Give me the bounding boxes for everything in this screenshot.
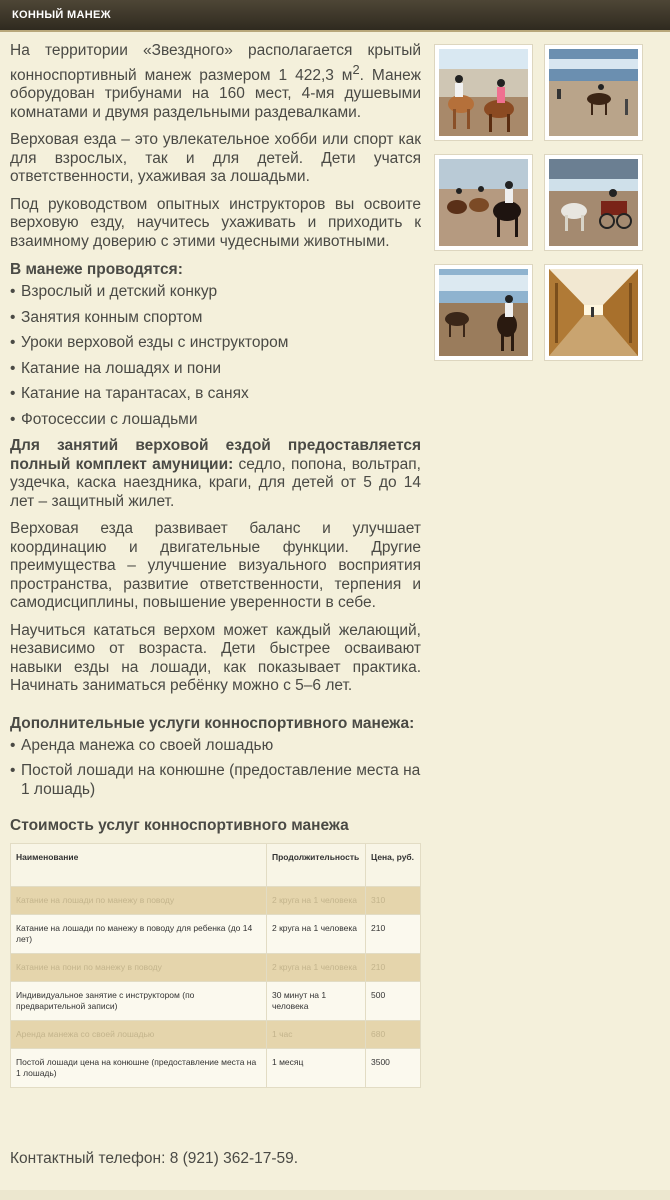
- equipment-bold: Для занятий верховой ездой предоставляется полный комплект амуниции:: [10, 437, 421, 473]
- photo-children-riding: [439, 269, 528, 356]
- gallery-thumb[interactable]: [544, 264, 643, 361]
- cell-duration: 30 минут на 1 человека: [267, 982, 366, 1021]
- footer-strip: [0, 1190, 670, 1200]
- benefits-paragraph: Верховая езда развивает баланс и улучшает координацию и двигательные функции. Другие преимущества – улучшение визуального восприятия пространства, развитие ответственности, терпения и самодисциплины, повышение уверенности в себе.: [10, 520, 421, 612]
- photo-stable-corridor: [549, 269, 638, 356]
- page-title: КОННЫЙ МАНЕЖ: [12, 9, 111, 21]
- cell-duration: 2 круга на 1 человека: [267, 887, 366, 915]
- cell-name: Аренда манежа со своей лошадью: [11, 1021, 267, 1049]
- table-row: [11, 1021, 421, 1049]
- intro-text-a: На территории «Звездного» располагается крытый конноспортивный манеж размером 1 422,3 м: [10, 42, 421, 84]
- prices-title: Стоимость услуг конноспортивного манежа: [10, 817, 349, 835]
- list-item: • Занятия конным спортом: [10, 309, 421, 328]
- list-item: • Аренда манежа со своей лошадью: [10, 737, 421, 756]
- list-item: • Уроки верховой езды с инструктором: [10, 334, 421, 353]
- gallery-thumb[interactable]: [544, 154, 643, 251]
- cell-price: 500: [366, 982, 421, 1021]
- photo-riders-arena: [439, 49, 528, 136]
- equipment-paragraph: [10, 437, 421, 511]
- list-item: • Взрослый и детский конкур: [10, 283, 421, 302]
- list-item: • Катание на тарантасах, в санях: [10, 385, 421, 404]
- intro-paragraph-2: Верховая езда – это увлекательное хобби или спорт как для взрослых, так и для детей. Дети учатся ответственности, ухаживая за лошадьми.: [10, 131, 421, 186]
- equipment-text: седло, попона, вольтрап, уздечка, каска наездника, краги, для детей от 5 до 14 лет – защитный жилет.: [10, 455, 421, 510]
- cell-name: Постой лошади цена на конюшне (предоставление места на 1 лошадь): [11, 1049, 267, 1088]
- column-header: Продолжительность: [267, 844, 366, 887]
- cell-name: Катание на пони по манежу в поводу: [11, 954, 267, 982]
- list-item: • Постой лошади на конюшне (предоставление места на 1 лошадь): [10, 762, 421, 799]
- gallery-thumb[interactable]: [434, 154, 533, 251]
- table-row: [11, 954, 421, 982]
- page-header: [0, 0, 670, 32]
- contact-phone: Контактный телефон: 8 (921) 362-17-59.: [10, 1150, 299, 1167]
- list-item: • Фотосессии с лошадьми: [10, 411, 421, 430]
- cell-duration: 2 круга на 1 человека: [267, 915, 366, 954]
- table-header-row: [11, 844, 421, 887]
- gallery-thumb[interactable]: [434, 44, 533, 141]
- activities-list: [10, 283, 421, 429]
- main-content: [10, 42, 421, 1088]
- intro-paragraph-1: [10, 42, 421, 122]
- cell-price: 210: [366, 954, 421, 982]
- extra-heading: Дополнительные услуги конноспортивного манежа:: [10, 714, 415, 732]
- intro-superscript: 2: [352, 61, 360, 77]
- cell-price: 310: [366, 887, 421, 915]
- photo-rider-jumping: [549, 49, 638, 136]
- gallery-thumb[interactable]: [544, 44, 643, 141]
- cell-price: 680: [366, 1021, 421, 1049]
- prices-table: [10, 843, 421, 1088]
- table-row: [11, 982, 421, 1021]
- table-row: [11, 1049, 421, 1088]
- cell-price: 210: [366, 915, 421, 954]
- column-header: Цена, руб.: [366, 844, 421, 887]
- cell-name: Индивидуальное занятие с инструктором (по предварительной записи): [11, 982, 267, 1021]
- intro-text-b: . Манеж оборудован трибунами на 160 мест, 4-мя душевыми комнатами и двумя раздельными раздевалками.: [10, 66, 421, 121]
- photo-carriage-ride: [549, 159, 638, 246]
- table-row: [11, 915, 421, 954]
- list-item: • Катание на лошадях и пони: [10, 360, 421, 379]
- cell-duration: 1 час: [267, 1021, 366, 1049]
- extra-list: [10, 737, 421, 800]
- photo-group-lesson: [439, 159, 528, 246]
- intro-paragraph-3: Под руководством опытных инструкторов вы освоите верховую езду, научитесь ухаживать и приходить к взаимному доверию с этими чудесными животными.: [10, 195, 421, 250]
- column-header: Наименование: [11, 844, 267, 887]
- cell-price: 3500: [366, 1049, 421, 1088]
- learning-paragraph: Научиться кататься верхом может каждый желающий, независимо от возраста. Дети быстрее осваивают навыки езды на лошади, как показывает практика. Начинать заниматься ребёнку можно с 5–6 лет.: [10, 621, 421, 695]
- activities-heading: В манеже проводятся:: [10, 261, 183, 279]
- cell-duration: 2 круга на 1 человека: [267, 954, 366, 982]
- cell-name: Катание на лошади по манежу в поводу для ребенка (до 14 лет): [11, 915, 267, 954]
- gallery-thumb[interactable]: [434, 264, 533, 361]
- cell-name: Катание на лошади по манежу в поводу: [11, 887, 267, 915]
- cell-duration: 1 месяц: [267, 1049, 366, 1088]
- table-row: [11, 887, 421, 915]
